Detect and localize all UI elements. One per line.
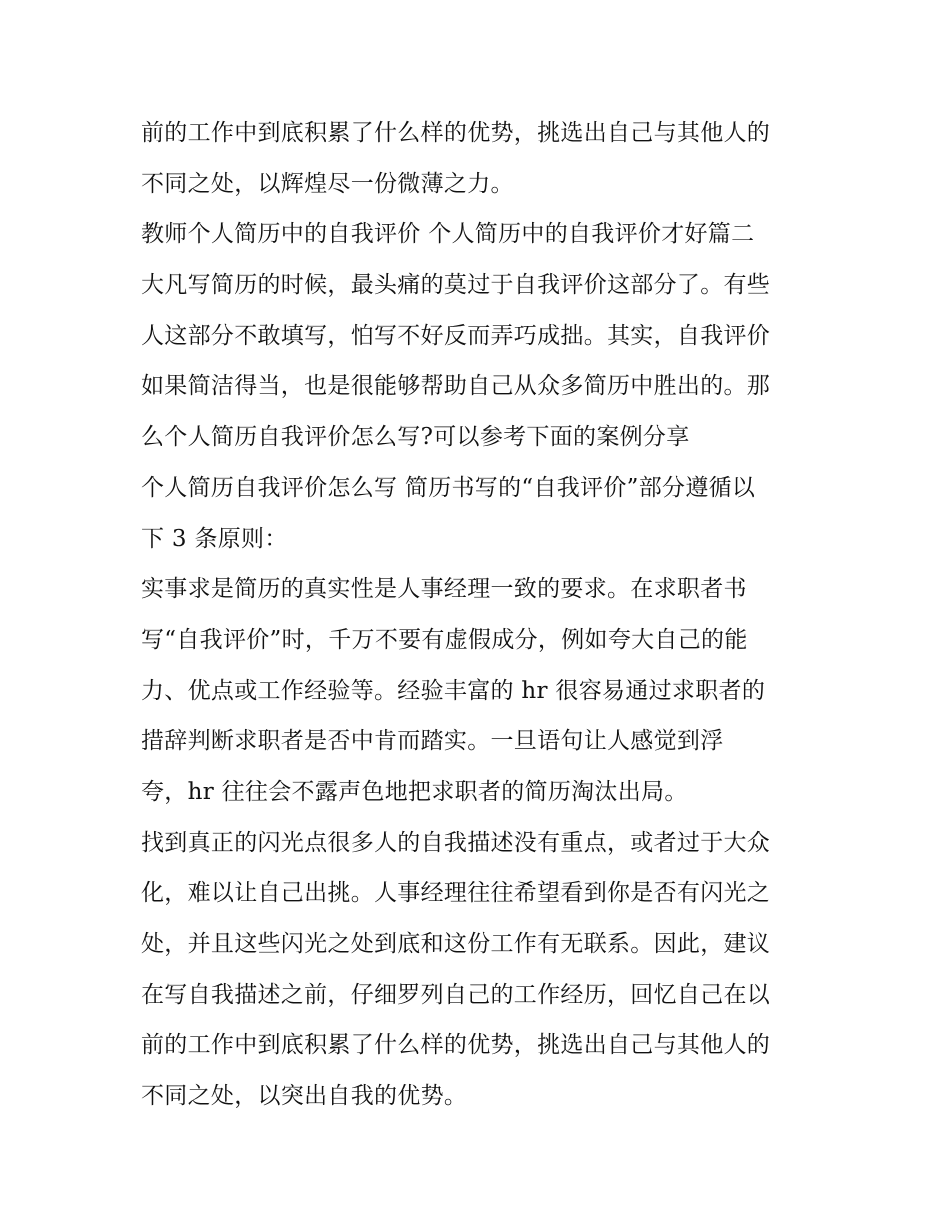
text-line: 找到真正的闪光点很多人的自我描述没有重点，或者过于大众 [141, 829, 771, 856]
text-line: 措辞判断求职者是否中肯而踏实。一旦语句让人感觉到浮 [141, 728, 724, 755]
text-line: 力、优点或工作经验等。经验丰富的 hr 很容易通过求职者的 [141, 677, 766, 704]
text-line: 教师个人简历中的自我评价 个人简历中的自我评价才好篇二 [141, 221, 755, 248]
text-line: 不同之处，以辉煌尽一份微薄之力。 [141, 170, 514, 197]
text-line: 实事求是简历的真实性是人事经理一致的要求。在求职者书 [141, 576, 747, 603]
text-line: 下 3 条原则： [141, 525, 288, 552]
text-line: 大凡写简历的时候，最头痛的莫过于自我评价这部分了。有些 [141, 272, 771, 299]
text-line: 么个人简历自我评价怎么写?可以参考下面的案例分享 [141, 424, 690, 451]
text-line: 夸，hr 往往会不露声色地把求职者的简历淘汰出局。 [141, 778, 688, 805]
text-line: 个人简历自我评价怎么写 简历书写的“自我评价”部分遵循以 [141, 474, 756, 501]
text-line: 前的工作中到底积累了什么样的优势，挑选出自己与其他人的 [141, 1032, 771, 1059]
text-line: 前的工作中到底积累了什么样的优势，挑选出自己与其他人的 [141, 120, 771, 146]
body-text [141, 108, 841, 1122]
text-line: 不同之处，以突出自我的优势。 [141, 1083, 468, 1110]
text-line: 化，难以让自己出挑。人事经理往往希望看到你是否有闪光之 [141, 880, 771, 907]
text-line: 如果简洁得当，也是很能够帮助自己从众多简历中胜出的。那 [141, 373, 771, 400]
text-line: 写“自我评价”时，千万不要有虚假成分，例如夸大自己的能 [141, 626, 748, 653]
text-line: 在写自我描述之前，仔细罗列自己的工作经历，回忆自己在以 [141, 981, 771, 1008]
text-line: 处，并且这些闪光之处到底和这份工作有无联系。因此，建议 [141, 931, 771, 957]
text-line: 人这部分不敢填写，怕写不好反而弄巧成拙。其实，自我评价 [141, 322, 771, 349]
